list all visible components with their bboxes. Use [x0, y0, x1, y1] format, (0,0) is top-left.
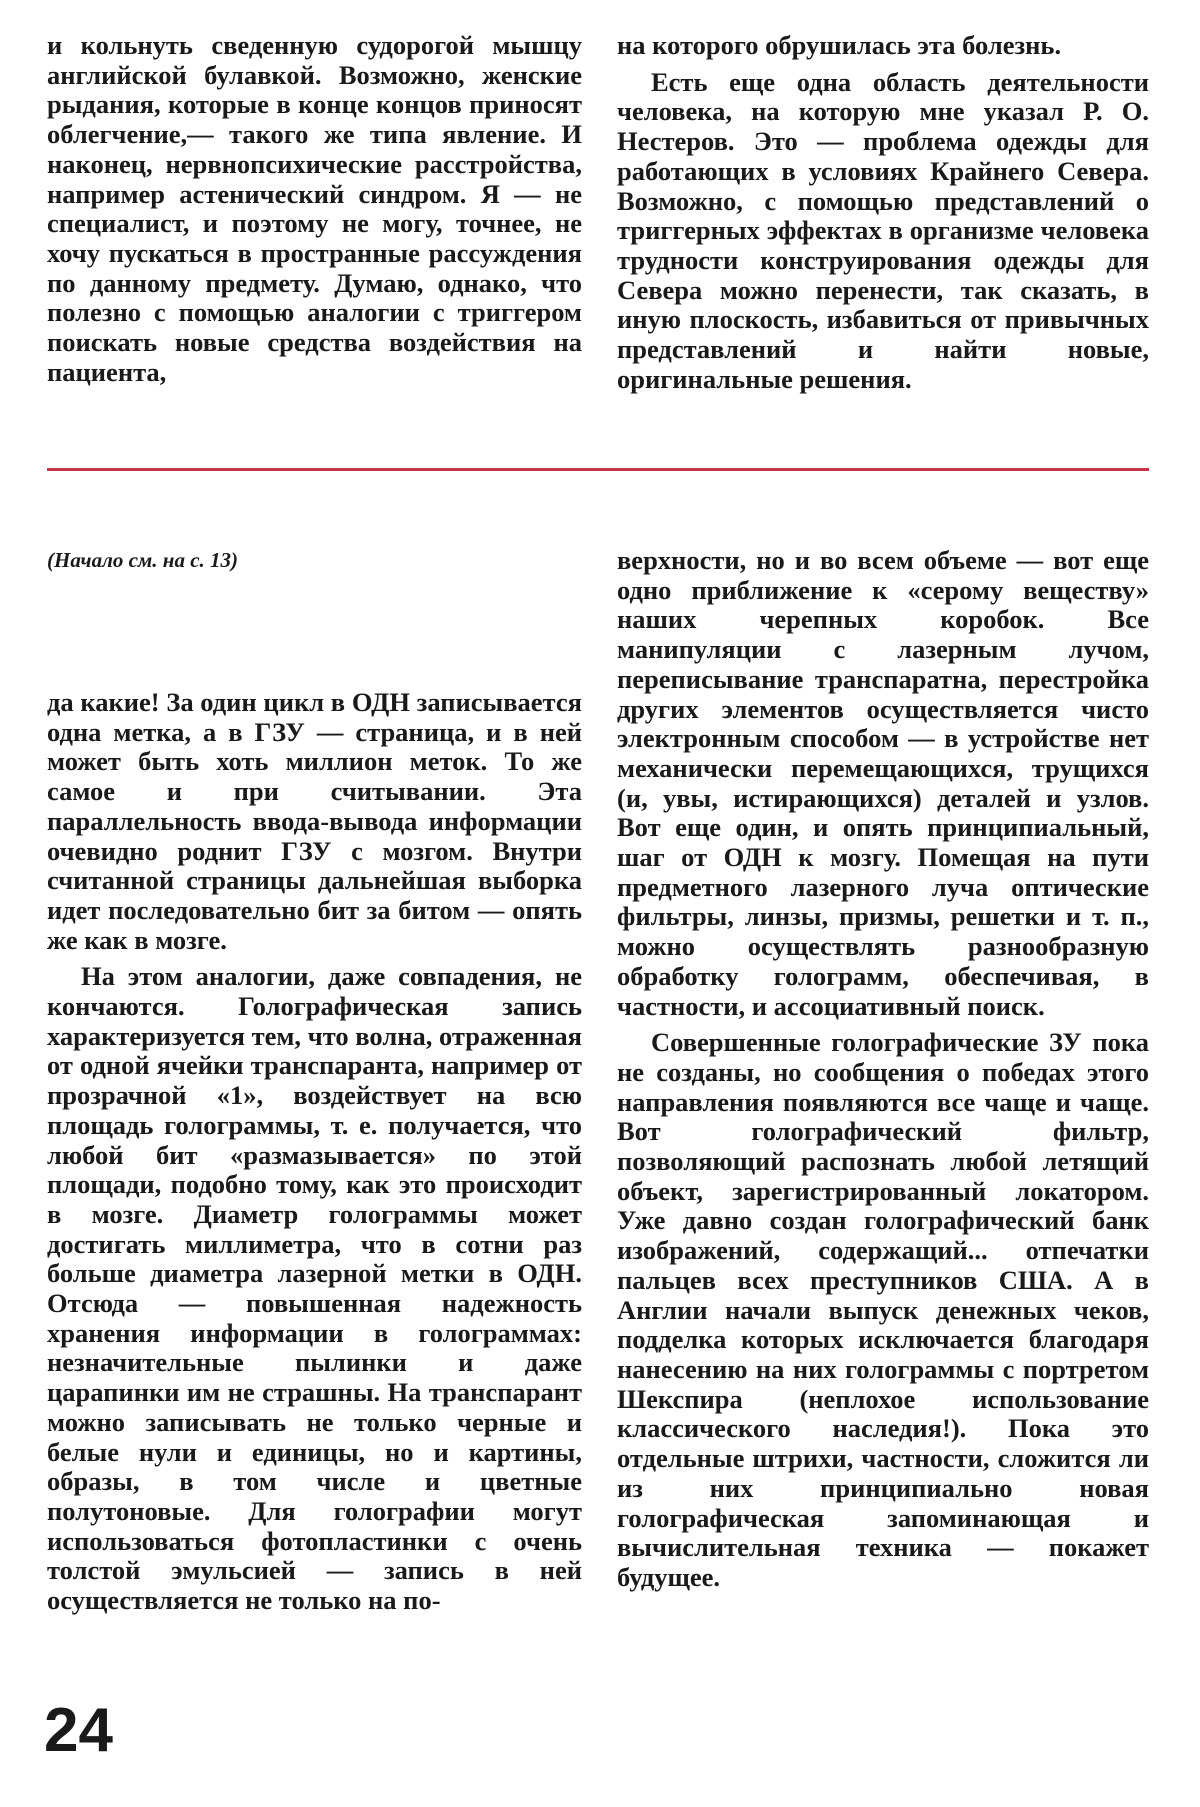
bottom-right-column	[617, 546, 1149, 1593]
paragraph: Совершенные голографические ЗУ пока не созданы, но сообщения о победах этого направления появляются все чаще и чаще. Вот голографический фильтр, позволяющий распознать любой летящий объект, зарегистрированный локатором. Уже давно создан голографический банк изображений, содержащий... отпечатки пальцев всех преступников США. А в Англии начали выпуск денежных чеков, подделка которых исключается благодаря нанесению на них голограммы с портретом Шекспира (неплохое использование классического наследия!). Пока это отдельные штрихи, частности, сложится ли из них принципиально новая голографическая запоминающая и вычислительная техника — покажет будущее.	[617, 1027, 1149, 1592]
paragraph: и кольнуть сведенную судорогой мышцу английской булавкой. Возможно, женские рыдания, которые в конце концов приносят облегчение,— такого же типа явление. И наконец, нервнопсихические расстройства, например астенический синдром. Я — не специалист, и поэтому не могу, точнее, не хочу пускаться в пространные рассуждения по данному предмету. Думаю, однако, что полезно с помощью аналогии с триггером поискать новые средства воздействия на пациента,	[47, 30, 582, 387]
paragraph: на которого обрушилась эта болезнь.	[617, 30, 1062, 60]
paragraph: На этом аналогии, даже совпадения, не кончаются. Голографическая запись характеризуется тем, что волна, отраженная от одной ячейки транспаранта, например от прозрачной «1», воздействует на всю площадь голограммы, т. е. получается, что любой бит «размазывается» по этой площади, подобно тому, как это происходит в мозге. Диаметр голограммы может достигать миллиметра, что в сотни раз больше диаметра лазерной метки в ОДН. Отсюда — повышенная надежность хранения информации в голограммах: незначительные пылинки и даже царапинки им не страшны. На транспарант можно записывать не только черные и белые нули и единицы, но и картины, образы, в том числе и цветные полутоновые. Для голографии могут использоваться фотопластинки с очень толстой эмульсией — запись в ней осуществляется не только на по-	[47, 961, 582, 1616]
bottom-left-column	[47, 688, 582, 1616]
section-divider	[47, 468, 1149, 471]
top-left-column	[47, 31, 582, 387]
paragraph: верхности, но и во всем объеме — вот еще одно приближение к «серому веществу» наших черепных коробок. Все манипуляции с лазерным лучом, переписывание транспаратна, перестройка других элементов осуществляется чисто электронным способом — в устройстве нет механически перемещающихся, трущихся (и, увы, истирающихся) деталей и узлов. Вот еще один, и опять принципиальный, шаг от ОДН к мозгу. Помещая на пути предметного лазерного луча оптические фильтры, линзы, призмы, решетки и т. п., можно осуществлять разнообразную обработку голограмм, обеспечивая, в частности, и ассоциативный поиск.	[617, 545, 1149, 1021]
page-number: 24	[44, 1696, 113, 1765]
paragraph: Есть еще одна область деятельности человека, на которую мне указал Р. О. Нестеров. Это — проблема одежды для работающих в условиях Крайнего Севера. Возможно, с помощью представлений о триггерных эффектах в организме человека трудности конструирования одежды для Севера можно перенести, так сказать, в иную плоскость, избавиться от привычных представлений и найти новые, оригинальные решения.	[617, 66, 1149, 394]
continuation-note: (Начало см. на с. 13)	[47, 548, 239, 572]
paragraph: да какие! За один цикл в ОДН записывается одна метка, а в ГЗУ — страница, и в ней может быть хоть миллион меток. То же самое и при считывании. Эта параллельность ввода-вывода информации очевидно роднит ГЗУ с мозгом. Внутри считанной страницы дальнейшая выборка идет последовательно бит за битом — опять же как в мозге.	[47, 687, 582, 955]
top-right-column	[617, 31, 1149, 394]
